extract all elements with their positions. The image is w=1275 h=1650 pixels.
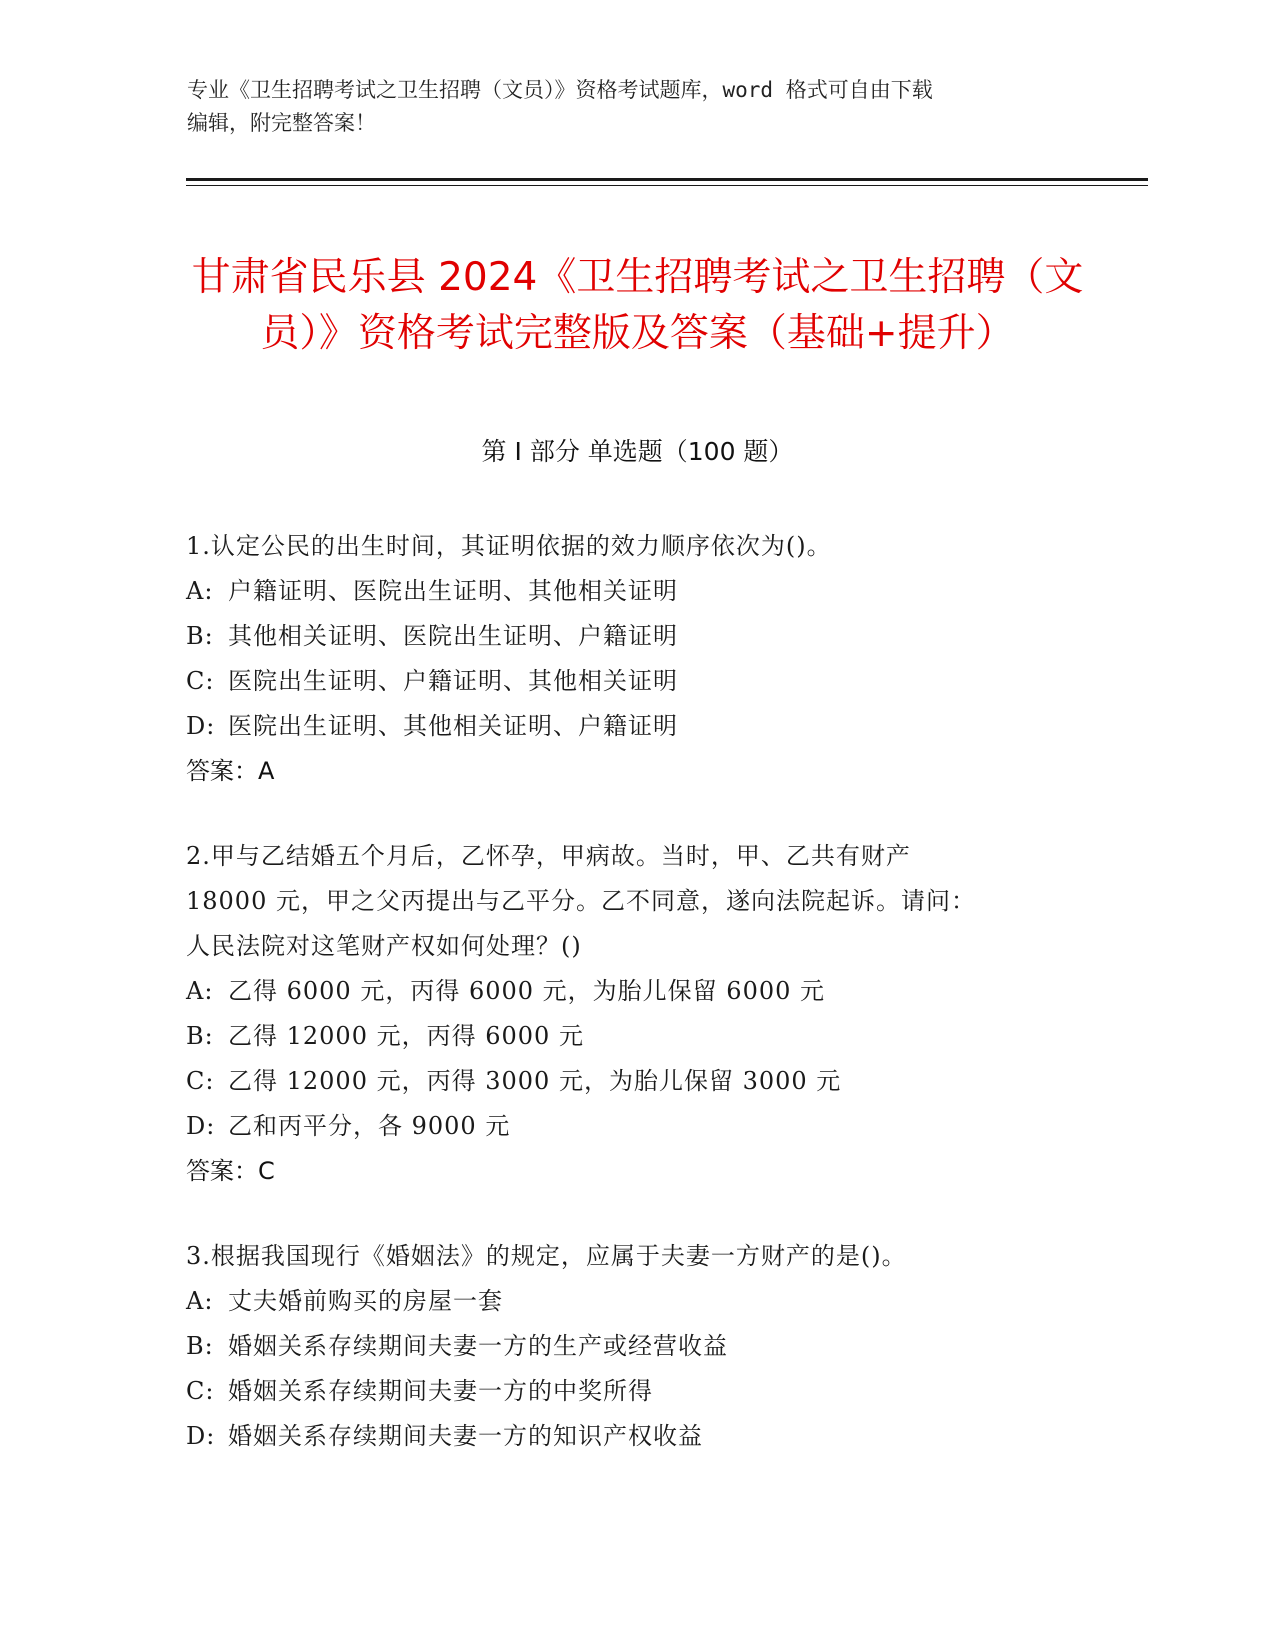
question-1-option-c	[186, 659, 1086, 704]
question-2-answer: 答案：C	[186, 1157, 275, 1185]
option-text: 婚姻关系存续期间夫妻一方的中奖所得	[228, 1377, 653, 1405]
question-3-option-a	[186, 1279, 1086, 1324]
option-label: B:	[186, 622, 214, 650]
document-title: 甘肃省民乐县 2024《卫生招聘考试之卫生招聘（文员）》资格考试完整版及答案（基础+提升）	[191, 255, 1084, 357]
option-text: 丈夫婚前购买的房屋一套	[228, 1287, 503, 1315]
question-2-stem-line-3: 人民法院对这笔财产权如何处理？()	[186, 932, 582, 960]
question-3	[186, 1234, 1086, 1459]
option-text: 医院出生证明、其他相关证明、户籍证明	[228, 712, 678, 740]
option-text: 其他相关证明、医院出生证明、户籍证明	[228, 622, 678, 650]
option-text: 婚姻关系存续期间夫妻一方的生产或经营收益	[228, 1332, 728, 1360]
question-3-option-b	[186, 1324, 1086, 1369]
question-1-option-b	[186, 614, 1086, 659]
question-2	[186, 834, 1086, 1194]
question-2-option-d	[186, 1104, 1086, 1149]
option-text: 医院出生证明、户籍证明、其他相关证明	[228, 667, 678, 695]
header-note-line-1: 专业《卫生招聘考试之卫生招聘（文员）》资格考试题库，word 格式可自由下载	[187, 78, 933, 102]
question-2-option-c	[186, 1059, 1086, 1104]
option-label: C:	[186, 667, 215, 695]
header-divider-thin	[186, 185, 1148, 186]
question-1-stem: 1.认定公民的出生时间，其证明依据的效力顺序依次为()。	[186, 532, 832, 560]
question-1-option-a	[186, 569, 1086, 614]
question-1-option-d	[186, 704, 1086, 749]
option-text: 婚姻关系存续期间夫妻一方的知识产权收益	[228, 1422, 703, 1450]
question-list	[186, 524, 1086, 1499]
section-title: 第 I 部分 单选题（100 题）	[481, 437, 794, 466]
option-label: D:	[186, 712, 216, 740]
question-2-option-b	[186, 1014, 1086, 1059]
option-label: D:	[186, 1422, 216, 1450]
header-divider-thick	[186, 178, 1148, 181]
option-text: 乙得 12000 元，丙得 3000 元，为胎儿保留 3000 元	[228, 1067, 842, 1095]
header-note-line-2: 编辑，附完整答案！	[187, 111, 376, 135]
question-3-option-d	[186, 1414, 1086, 1459]
option-text: 户籍证明、医院出生证明、其他相关证明	[228, 577, 678, 605]
option-text: 乙和丙平分，各 9000 元	[228, 1112, 511, 1140]
question-3-option-c	[186, 1369, 1086, 1414]
header-note	[187, 74, 1087, 140]
option-label: D:	[186, 1112, 216, 1140]
question-1-answer: 答案：A	[186, 757, 275, 785]
option-label: B:	[186, 1332, 214, 1360]
option-label: A:	[186, 577, 214, 605]
question-2-stem-line-2: 18000 元，甲之父丙提出与乙平分。乙不同意，遂向法院起诉。请问：	[186, 887, 976, 915]
option-text: 乙得 12000 元，丙得 6000 元	[228, 1022, 584, 1050]
option-label: A:	[186, 1287, 214, 1315]
option-text: 乙得 6000 元，丙得 6000 元，为胎儿保留 6000 元	[228, 977, 826, 1005]
option-label: C:	[186, 1067, 215, 1095]
option-label: A:	[186, 977, 214, 1005]
option-label: C:	[186, 1377, 215, 1405]
question-3-stem: 3.根据我国现行《婚姻法》的规定，应属于夫妻一方财产的是()。	[186, 1242, 907, 1270]
question-1	[186, 524, 1086, 794]
question-2-option-a	[186, 969, 1086, 1014]
option-label: B:	[186, 1022, 214, 1050]
question-2-stem-line-1: 2.甲与乙结婚五个月后，乙怀孕，甲病故。当时，甲、乙共有财产	[186, 842, 911, 870]
